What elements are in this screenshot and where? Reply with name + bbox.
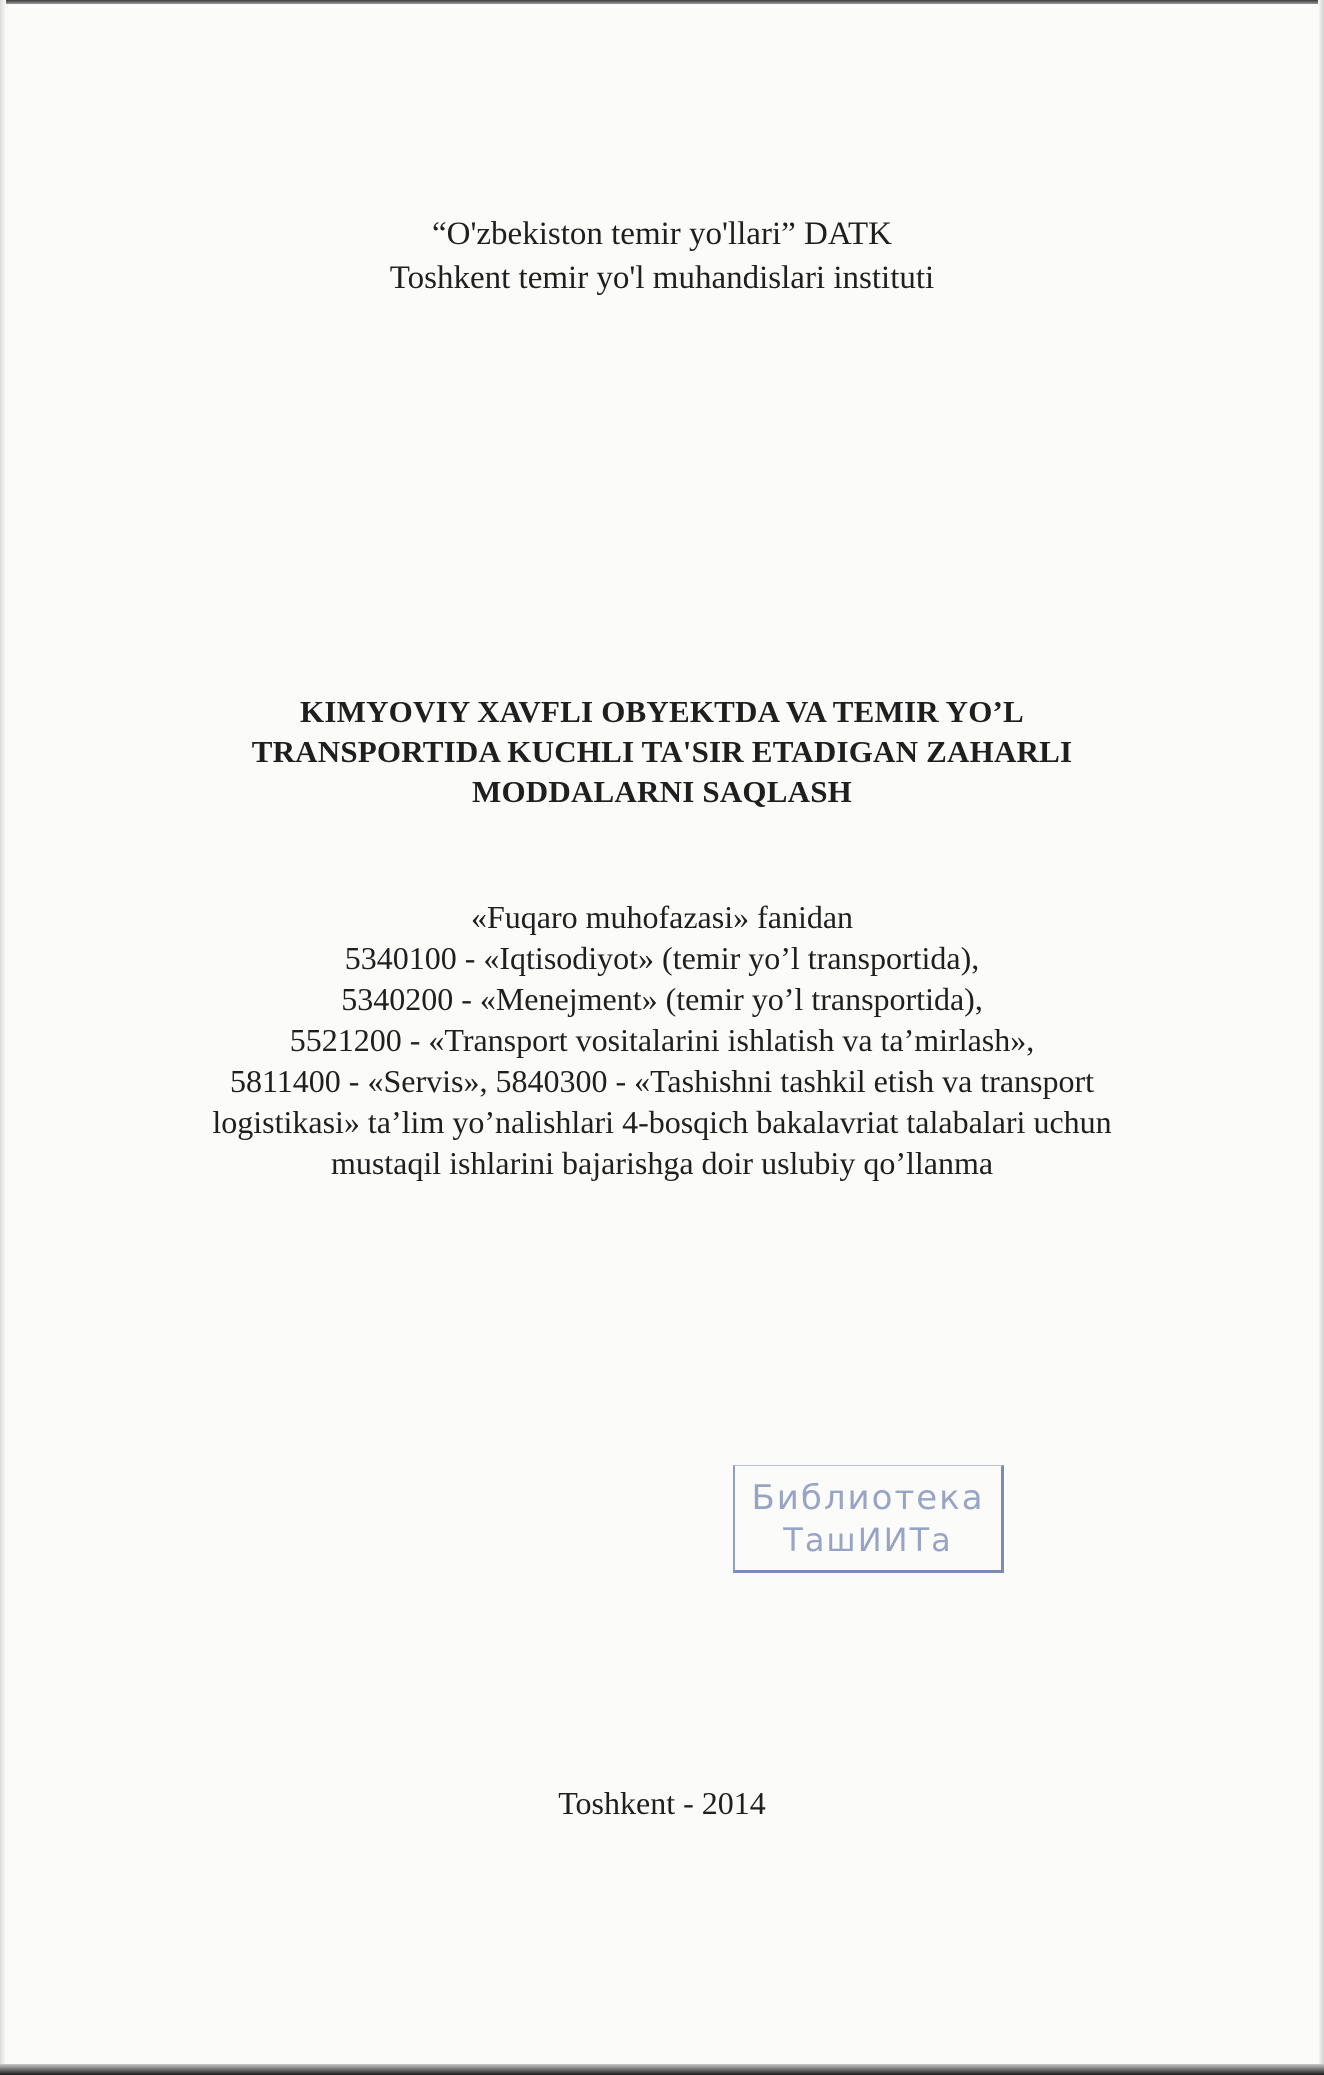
stamp-line-2: ТашИИТа [783, 1521, 953, 1559]
organization-name: “O'zbekiston temir yo'llari” DATK [431, 216, 893, 252]
description-line: logistikasi» ta’lim yo’nalishlari 4-bosqich bakalavriat talabalari uchun [212, 1104, 1112, 1140]
description-line: 5340100 - «Iqtisodiyot» (temir yo’l transportida), [344, 940, 980, 976]
institute-name: Toshkent temir yo'l muhandislari instituti [389, 260, 935, 296]
document-title [0, 692, 1324, 812]
title-line-3: MODDALARNI SAQLASH [472, 774, 852, 809]
document-description [0, 897, 1324, 1184]
title-line-1: KIMYOVIY XAVFLI OBYEKTDA VA TEMIR YO’L [300, 694, 1024, 729]
description-line: «Fuqaro muhofazasi» fanidan [470, 899, 854, 935]
place-and-year: Toshkent - 2014 [558, 1785, 766, 1821]
title-line-2: TRANSPORTIDA KUCHLI TA'SIR ETADIGAN ZAHARLI [251, 734, 1073, 769]
description-line: 5521200 - «Transport vositalarini ishlatish va ta’mirlash», [289, 1022, 1035, 1058]
stamp-line-1: Библиотека [751, 1478, 985, 1518]
description-line: mustaqil ishlarini bajarishga doir uslubiy qo’llanma [330, 1145, 994, 1181]
scan-edge-top [0, 0, 1324, 4]
description-line: 5340200 - «Menejment» (temir yo’l transportida), [341, 981, 983, 1017]
institution-header [0, 212, 1324, 300]
scan-edge-bottom [0, 2064, 1324, 2075]
library-stamp [733, 1465, 1004, 1573]
description-line: 5811400 - «Servis», 5840300 - «Tashishni tashkil etish va transport [229, 1063, 1095, 1099]
